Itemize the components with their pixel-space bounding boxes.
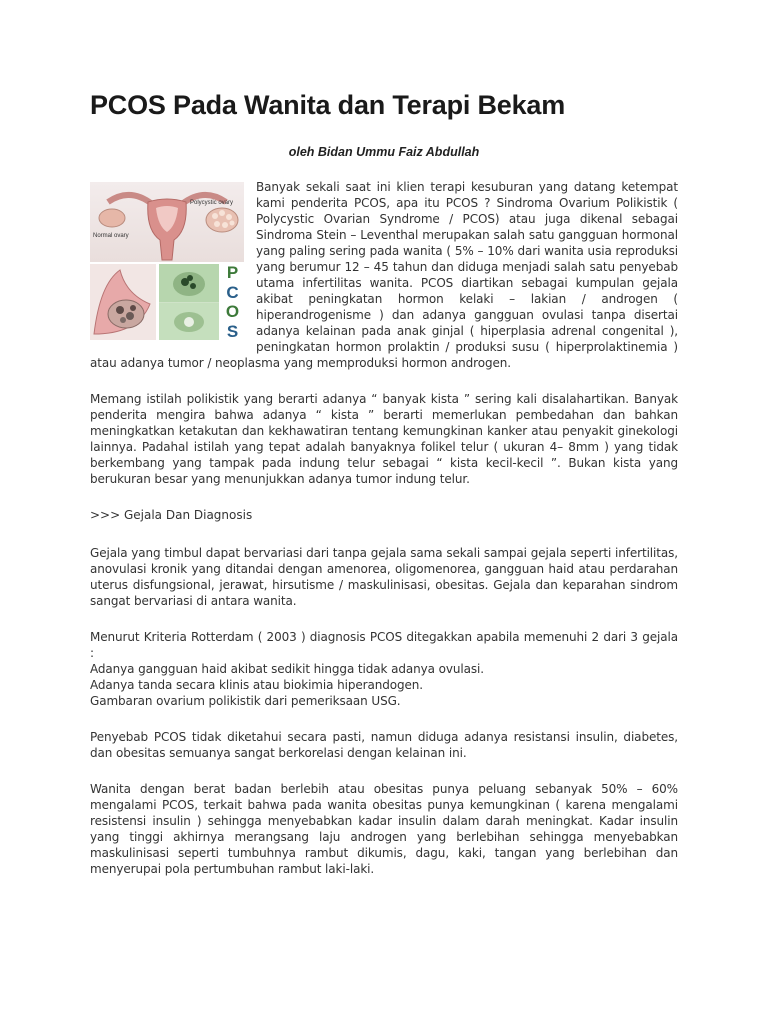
rotterdam-paragraph	[90, 629, 678, 709]
page-title: PCOS Pada Wanita dan Terapi Bekam	[90, 90, 566, 120]
rotterdam-intro: Menurut Kriteria Rotterdam ( 2003 ) diagnosis PCOS ditegakkan apabila memenuhi 2 dari 3 gejala :	[90, 630, 678, 660]
uterus-diagram	[90, 182, 244, 262]
obesitas-paragraph: Wanita dengan berat badan berlebih atau obesitas punya peluang sebanyak 50% – 60% mengalami PCOS, terkait bahwa pada wanita obesitas punya kemungkinan ( karena mengalami resistensi insulin ) sehingga menyebabkan kadar insulin dalam darah meningkat. Kadar insulin yang tinggi akhirnya merangsang laju androgen yang berlebihan sehingga menyebabkan maskulinisasi seperti tumbuhnya rambut dikumis, dagu, kaki, tangan yang berlebihan dan menyerupai pola pertumbuhan rambut laki-laki.	[90, 782, 678, 876]
section-heading-gejala: >>> Gejala Dan Diagnosis	[90, 508, 253, 522]
polycystic-ovary-label: Polycystic ovary	[190, 200, 234, 206]
pcos-letter-o: O	[225, 302, 240, 322]
criteria-item: Adanya tanda secara klinis atau biokimia hiperandogen.	[90, 678, 424, 692]
intro-paragraph: Banyak sekali saat ini klien terapi kesuburan yang datang ketempat kami penderita PCOS, apa itu PCOS ? Sindroma Ovarium Polikistik ( Polycystic Ovarian Syndrome / PCOS) atau juga dikenal sebagai Sindroma Stein – Leventhal merupakan salah satu gangguan hormonal yang paling sering pada wanita ( 5% – 10% dari wanita usia reproduksi yang berumur 12 – 45 tahun dan diduga menjadi salah satu penyebab utama infertilitas wanita. PCOS diartikan sebagai kumpulan gejala akibat peningkatan hormon kelaki – lakian / androgen ( hiperandrogenisme ) dan adanya gangguan ovulasi tanpa disertai adanya kelainan pada anak ginjal ( hiperplasia adrenal congenital ), peningkatan hormon prolaktin / produksi susu ( hiperprolaktinemia ) atau adanya tumor / neoplasma yang memproduksi hormon androgen.	[90, 180, 678, 370]
author-byline: oleh Bidan Ummu Faiz Abdullah	[288, 145, 480, 159]
pcos-letters	[221, 264, 244, 340]
pcos-illustration	[90, 182, 244, 340]
penyebab-paragraph: Penyebab PCOS tidak diketahui secara pasti, namun diduga adanya resistansi insulin, diabetes, dan obesitas semuanya sangat berkorelasi dengan kelainan ini.	[90, 730, 678, 760]
ovary-cross-section	[90, 264, 156, 340]
ultrasound-image	[159, 264, 219, 340]
pcos-letter-s: S	[226, 321, 239, 341]
uterus-illustration	[90, 182, 244, 262]
criteria-item: Gambaran ovarium polikistik dari pemeriksaan USG.	[90, 694, 401, 708]
gejala-paragraph: Gejala yang timbul dapat bervariasi dari tanpa gejala sama sekali sampai gejala seperti infertilitas, anovulasi kronik yang ditandai dengan amenorea, oligomenorea, gangguan haid atau perdarahan uterus disfungsional, jerawat, hirsutisme / maskulinisasi, obesitas. Gejala dan keparahan sindrom sangat bervariasi di antara wanita.	[90, 546, 678, 608]
criteria-item: Adanya gangguan haid akibat sedikit hingga tidak adanya ovulasi.	[90, 662, 484, 676]
document-page	[90, 90, 678, 897]
kista-paragraph: Memang istilah polikistik yang berarti adanya “ banyak kista ” sering kali disalahartikan. Banyak penderita mengira bahwa adanya “ kista ” berarti memerlukan pembedahan dan bahkan meningkatkan ketakutan dan kekhawatiran tentang kemungkinan kanker atau penyakit ginekologi lainnya. Padahal istilah yang tepat adalah banyaknya folikel telur ( ukuran 4– 8mm ) yang tidak berkembang yang tampak pada indung telur sebagai “ kista kecil-kecil ”. Bukan kista yang berukuran besar yang menunjukkan adanya tumor indung telur.	[90, 392, 678, 486]
pcos-letter-p: P	[226, 263, 239, 282]
normal-ovary-label: Normal ovary	[93, 233, 129, 239]
pcos-letter-c: C	[226, 282, 239, 302]
